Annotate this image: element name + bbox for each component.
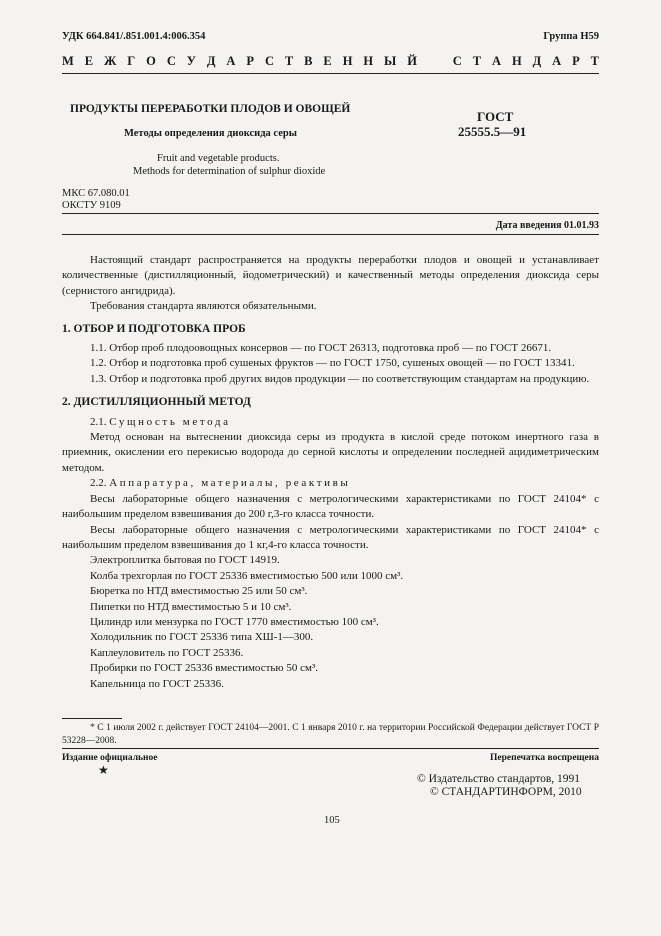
header-rule — [62, 73, 599, 74]
equipment-item: Холодильник по ГОСТ 25336 типа ХШ-1—300. — [90, 631, 314, 644]
footnote-rule — [62, 718, 122, 719]
official-edition-label: Издание официальное — [62, 753, 158, 763]
equipment-item: Колба трехгорлая по ГОСТ 25336 вместимостью 500 или 1000 см³. — [90, 569, 404, 582]
equipment-item: Весы лабораторные общего назначения с метрологическими характеристиками по ГОСТ 24104* с наибольшим пределом взвешивания до 1 кг,4-го класса точности. — [62, 523, 599, 551]
english-title-line1: Fruit and vegetable products. — [157, 153, 280, 164]
equipment-item: Капельница по ГОСТ 25336. — [90, 677, 224, 690]
gost-number: 25555.5—91 — [458, 124, 527, 139]
clause-1-2: 1.2. Отбор и подготовка проб сушеных фруктов — по ГОСТ 1750, сушеных овощей — по ГОСТ 13341. — [90, 357, 575, 370]
mks-code: МКС 67.080.01 — [62, 188, 130, 199]
document-subtitle: Методы определения диоксида серы — [124, 128, 297, 139]
group-code: Группа Н59 — [543, 31, 599, 42]
star-icon: ★ — [98, 763, 109, 777]
intro-requirement: Требования стандарта являются обязательными. — [90, 300, 317, 313]
title-rule — [62, 213, 599, 214]
equipment-item: Каплеуловитель по ГОСТ 25336. — [90, 646, 244, 659]
equipment-item: Пипетки по НТД вместимостью 5 и 10 см³. — [90, 600, 292, 613]
clause-2-2-heading: 2.2. Аппаратура, материалы, реактивы — [90, 477, 351, 490]
okstu-code: ОКСТУ 9109 — [62, 200, 121, 211]
reprint-prohibited-label: Перепечатка воспрещена — [489, 753, 599, 763]
document-title: ПРОДУКТЫ ПЕРЕРАБОТКИ ПЛОДОВ И ОВОЩЕЙ — [70, 103, 351, 115]
clause-1-3: 1.3. Отбор и подготовка проб других видов продукции — по соответствующим стандартам на продукцию. — [90, 372, 590, 385]
clause-2-1-text: Метод основан на вытеснении диоксида серы из продукта в кислой среде потоком инертного газа в приемник, окислении его перекисью водорода до серной кислоты и определении последней ацидиметрическим методом. — [62, 431, 599, 474]
page-number: 105 — [324, 815, 340, 826]
equipment-item: Электроплитка бытовая по ГОСТ 14919. — [90, 554, 280, 567]
document-body — [62, 253, 599, 692]
clause-1-1: 1.1. Отбор проб плодоовощных консервов — по ГОСТ 26313, подготовка проб — по ГОСТ 26671. — [90, 342, 552, 355]
section2-heading: 2. ДИСТИЛЛЯЦИОННЫЙ МЕТОД — [62, 396, 251, 409]
equipment-item: Бюретка по НТД вместимостью 25 или 50 см³. — [90, 585, 308, 598]
introduction-date: Дата введения 01.01.93 — [495, 220, 599, 231]
copyright-line1: © Издательство стандартов, 1991 — [417, 773, 581, 785]
equipment-item: Цилиндр или мензурка по ГОСТ 1770 вместимостью 100 см³. — [90, 615, 379, 628]
clause-2-1-heading: 2.1. Сущность метода — [90, 415, 231, 428]
english-title-line2: Methods for determination of sulphur dioxide — [133, 166, 326, 177]
section1-heading: 1. ОТБОР И ПОДГОТОВКА ПРОБ — [62, 322, 246, 335]
intro-paragraph: Настоящий стандарт распространяется на продукты переработки плодов и овощей и устанавливает количественные (дистилляционный, йодометрический) и качественный методы определения диоксида серы (сернистого ангидрида). — [62, 254, 599, 297]
footer-rule — [62, 748, 599, 749]
gost-label: ГОСТ — [477, 109, 514, 124]
footnote: * С 1 июля 2002 г. действует ГОСТ 24104—2001. С 1 января 2010 г. на территории Российской Федерации действует ГОСТ Р 53228—2008. — [62, 723, 599, 746]
date-rule — [62, 234, 599, 235]
standard-type-banner: М Е Ж Г О С У Д А Р С Т В Е Н Н Ы Й С Т А Н Д А Р Т — [62, 54, 599, 68]
equipment-item: Пробирки по ГОСТ 25336 вместимостью 50 см³. — [90, 662, 319, 675]
udk-code: УДК 664.841/.851.001.4:006.354 — [62, 31, 206, 42]
copyright-line2: © СТАНДАРТИНФОРМ, 2010 — [430, 786, 582, 798]
equipment-item: Весы лабораторные общего назначения с метрологическими характеристиками по ГОСТ 24104* с наибольшим пределом взвешивания до 200 г,3-го класса точности. — [62, 492, 599, 521]
